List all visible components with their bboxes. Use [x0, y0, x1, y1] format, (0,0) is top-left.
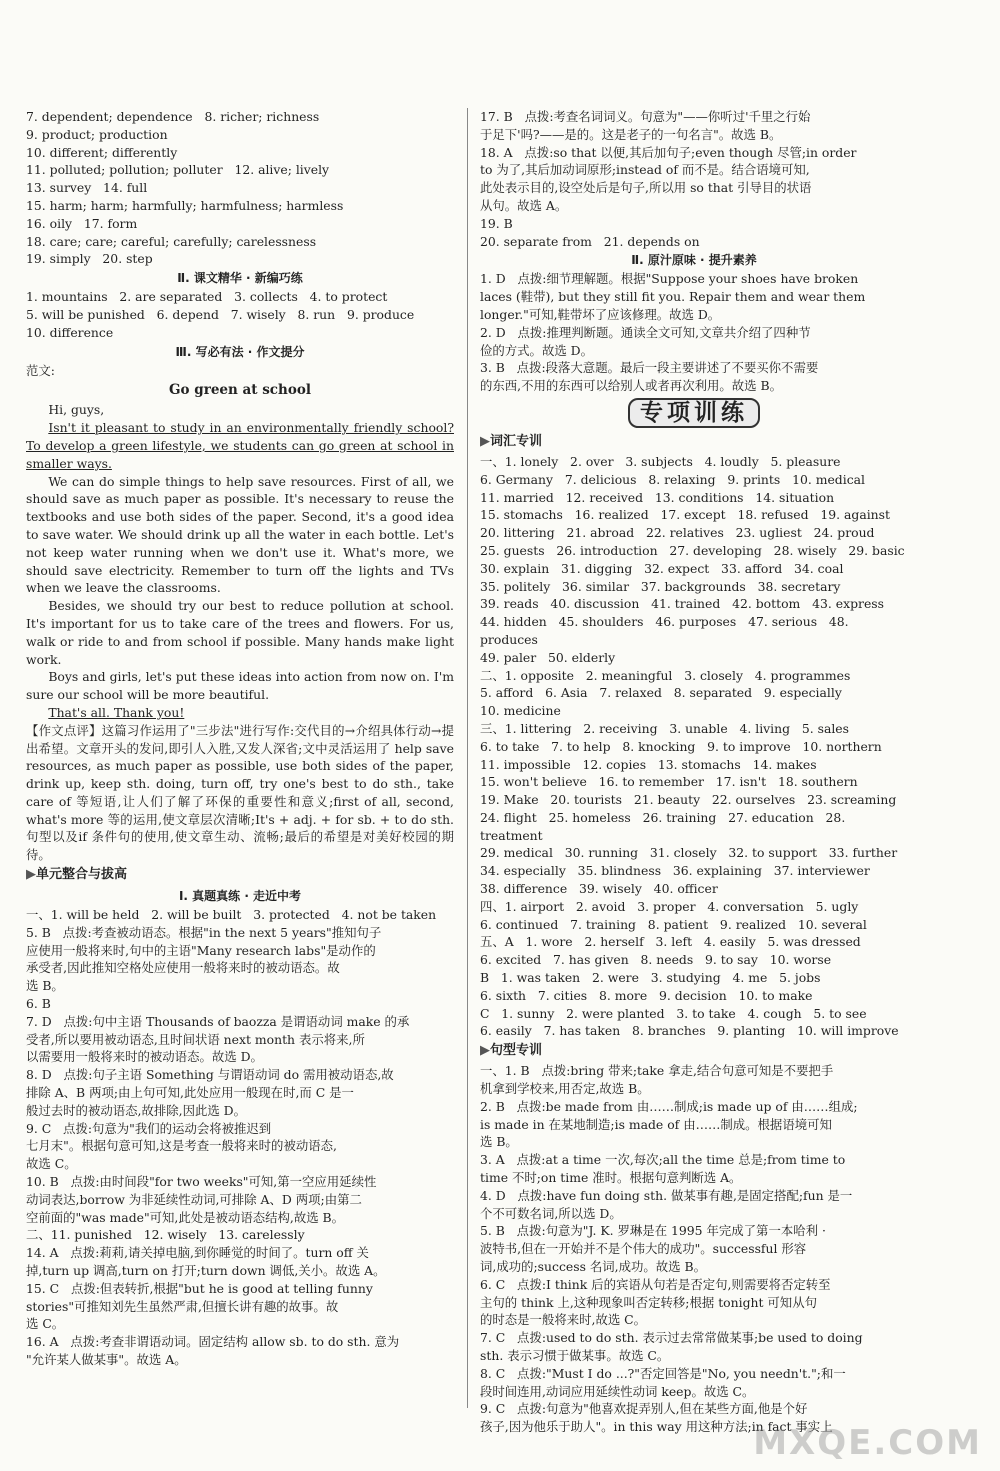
answer-line: 应使用一般将来时,句中的主语"Many research labs"是动作的 — [26, 942, 376, 958]
banner-label: 专项训练 — [628, 398, 760, 428]
triangle-icon: ▶ — [26, 867, 36, 883]
watermark: MXQE.COM — [753, 1423, 982, 1463]
answer-line: B 1. was taken 2. were 3. studying 4. me 5. jobs — [480, 970, 821, 986]
answer-line: 29. medical 30. running 31. closely 32. to support 33. further — [480, 845, 898, 861]
answer-line: 二、11. punished 12. wisely 13. carelessly — [26, 1227, 305, 1243]
essay-comment: 【作文点评】这篇习作运用了"三步法"进行写作:交代目的→介绍具体行动→提出希望。文章开头的发问,即引人入胜,又发人深省;文中灵活运用了 help save resources, as much paper as possible, use both sides of the paper, drink up, keep sth. doing, turn off, try one's best to do sth., take care of 等短语,让人们了解了环保的重要性和意义;first of all, second, what's more 等的运用,使文章层次清晰;It's + adj. + for sb. + to do sth. 句型以及if 条件句的使用,使文章生动、流畅;最后的希望是对美好校园的期待。 — [26, 722, 458, 863]
answer-line: C 1. sunny 2. were planted 3. to take 4. cough 5. to see — [480, 1005, 867, 1021]
answer-line: 七月末"。根据句意可知,这是考查一般将来时的被动语态, — [26, 1138, 337, 1154]
essay-paragraph-2: We can do simple things to help save resources. First of all, we should save as much paper as possible. It's necessary to reuse the textbooks and use both sides of the paper. Second, it's a good idea to save water. We should drink up all the water in each bottle. Let's not keep water running when we don't use it. What's more, we should save electricity. Remember to turn off the lights and TVs when we leave the classrooms. — [26, 473, 454, 596]
answer-line: 8. C 点拨:"Must I do ...?"否定回答是"No, you needn't.";和一 — [480, 1365, 846, 1381]
answer-line: 19. B — [480, 215, 513, 231]
answer-line: 掉,turn up 调高,turn on 打开;turn down 调低,关小。故选 A。 — [26, 1263, 386, 1279]
answer-line: 11. married 12. received 13. conditions 14. situation — [480, 489, 835, 505]
answer-line: 6. Germany 7. delicious 8. relaxing 9. prints 10. medical — [480, 471, 865, 487]
column-divider — [467, 108, 468, 1408]
answer-line: 5. will be punished 6. depend 7. wisely 8. run 9. produce — [26, 306, 415, 322]
answer-line: 6. B — [26, 996, 51, 1012]
answer-line: 18. care; care; careful; carefully; carelessness — [26, 233, 317, 249]
answer-line: 7. D 点拨:句中主语 Thousands of baozza 是谓语动词 make 的承 — [26, 1013, 410, 1029]
answer-line: 9. product; production — [26, 126, 168, 142]
answer-line: 17. B 点拨:考查名词词义。句意为"——你听过'千里之行始 — [480, 109, 811, 124]
answer-line: 16. A 点拨:考查非谓语动词。固定结构 allow sb. to do sth. 意为 — [26, 1334, 400, 1350]
answer-line: 10. B 点拨:由时间段"for two weeks"可知,第一空应用延续性 — [26, 1174, 377, 1190]
answer-line: 9. C 点拨:句意为"他喜欢捉弄别人,但在某些方面,他是个好 — [480, 1401, 808, 1417]
answer-line: 30. explain 31. digging 32. expect 33. afford 34. coal — [480, 560, 844, 576]
essay-closing: That's all. Thank you! — [48, 704, 185, 720]
answer-line: 7. dependent; dependence 8. richer; richness — [26, 109, 320, 124]
answer-line: 选 B。 — [480, 1134, 518, 1150]
answer-line: 二、1. opposite 2. meaningful 3. closely 4. programmes — [480, 667, 851, 683]
triangle-icon: ▶ — [480, 1043, 490, 1059]
answer-line: 一、1. B 点拨:bring 带来;take 拿走,结合句意可知是不要把手 — [480, 1063, 834, 1079]
answer-line: sth. 表示习惯于做某事。故选 C。 — [480, 1348, 670, 1363]
answer-line: 2. D 点拨:推理判断题。通读全文可知,文章共介绍了四种节 — [480, 324, 811, 340]
answer-line: 24. flight 25. homeless 26. training 27. education 28. treatment — [480, 809, 850, 843]
answer-line: 于足下'吗?——是的。这是老子的一句名言"。故选 B。 — [480, 126, 782, 142]
answer-line: 9. C 点拨:句意为"我们的运动会将被推迟到 — [26, 1120, 272, 1136]
section-heading-3: Ⅲ. 写必有法 · 作文提分 — [175, 344, 305, 359]
answer-line: 个不可数名词,所以选 D。 — [480, 1205, 622, 1221]
word-forms-list — [26, 108, 454, 268]
answer-line: 此处表示目的,设空处后是句子,所以用 so that 引导目的状语 — [480, 180, 812, 196]
answer-line: time 不时;on time 准时。根据句意判断选 A。 — [480, 1170, 742, 1186]
answer-line: 38. difference 39. wisely 40. officer — [480, 881, 718, 897]
answer-line: to 为了,其后加动词原形;instead of 而不是。结合语境可知, — [480, 162, 810, 178]
answer-line: 16. oily 17. form — [26, 215, 138, 231]
answer-line: 5. B 点拨:考查被动语态。根据"in the next 5 years"推知句子 — [26, 924, 382, 940]
answer-line: 44. hidden 45. shoulders 46. purposes 47. serious 48. produces — [480, 614, 853, 647]
answer-line: 故选 C。 — [26, 1156, 77, 1172]
answer-line: 6. to take 7. to help 8. knocking 9. to improve 10. northern — [480, 738, 882, 754]
answer-line: 3. B 点拨:段落大意题。最后一段主要讲述了不要买你不需要 — [480, 360, 819, 376]
answer-line: 20. separate from 21. depends on — [480, 233, 700, 249]
answer-line: 35. politely 36. similar 37. backgrounds 38. secretary — [480, 578, 841, 594]
answer-line: 15. C 点拨:但表转折,根据"but he is good at telling funny — [26, 1280, 373, 1296]
answer-line: 15. won't believe 16. to remember 17. isn't 18. southern — [480, 774, 858, 790]
answer-line: 10. different; differently — [26, 144, 178, 160]
answer-line: 1. D 点拨:细节理解题。根据"Suppose your shoes have broken — [480, 271, 859, 287]
answer-line: 的时态是一般将来时,故选 C。 — [480, 1312, 647, 1328]
sentence-section-label: 句型专训 — [490, 1043, 543, 1059]
answer-line: 的东西,不用的东西可以给别人或者再次利用。故选 B。 — [480, 378, 782, 394]
answer-line: 11. polluted; pollution; polluter 12. alive; lively — [26, 162, 330, 178]
exam-answers — [26, 906, 454, 1369]
answer-line: 三、1. littering 2. receiving 3. unable 4. living 5. sales — [480, 720, 850, 736]
essay-paragraph-1: Isn't it pleasant to study in an environmentally friendly school? To develop a green lifestyle, we students can go green at school in smaller ways. — [26, 420, 454, 471]
answer-line: 俭的方式。故选 D。 — [480, 342, 593, 358]
answer-line: 20. littering 21. abroad 22. relatives 23. ugliest 24. proud — [480, 525, 875, 541]
fill-in-answers — [26, 288, 454, 341]
answer-line: 3. A 点拨:at a time 一次,每次;all the time 总是;from time to — [480, 1152, 846, 1168]
answer-line: 6. excited 7. has given 8. needs 9. to say 10. worse — [480, 952, 832, 968]
section-heading-2: Ⅱ. 课文精华 · 新编巧练 — [177, 271, 303, 286]
answer-line: 10. medicine — [480, 703, 561, 719]
answer-line: 选 B。 — [26, 978, 64, 994]
answer-line: 动词表达,borrow 为非延续性动词,可排除 A、D 两项;由第二 — [26, 1191, 362, 1207]
answer-line: 19. Make 20. tourists 21. beauty 22. ourselves 23. screaming — [480, 792, 897, 808]
answer-line: 从句。故选 A。 — [480, 197, 568, 213]
vocab-section-label: 词汇专训 — [490, 433, 543, 449]
answer-line: 25. guests 26. introduction 27. developing 28. wisely 29. basic — [480, 542, 905, 558]
unit-section-label: 单元整合与拔高 — [36, 867, 128, 883]
vocab-section-heading — [480, 431, 908, 453]
answer-line: stories"可推知刘先生虽然严肃,但擅长讲有趣的故事。故 — [26, 1298, 339, 1314]
answer-line: 39. reads 40. discussion 41. trained 42. bottom 43. express — [480, 596, 884, 612]
reading-answers — [480, 270, 908, 395]
section-heading-reading: Ⅱ. 原汁原味 · 提升素养 — [631, 253, 757, 268]
answer-line: 般过去时的被动语态,故排除,因此选 D。 — [26, 1102, 246, 1118]
answer-line: 11. impossible 12. copies 13. stomachs 14. makes — [480, 756, 817, 772]
answer-line: 4. D 点拨:have fun doing sth. 做某事有趣,是固定搭配;fun 是一 — [480, 1187, 853, 1203]
answer-line: 机拿到学校来,用否定,故选 B。 — [480, 1081, 650, 1097]
answer-line: 13. survey 14. full — [26, 180, 148, 196]
sentence-section-heading — [480, 1040, 908, 1062]
section-heading-4: Ⅰ. 真题真练 · 走近中考 — [178, 889, 302, 904]
answer-line: laces (鞋带), but they still fit you. Repair them and wear them — [480, 289, 866, 305]
answer-line: 10. difference — [26, 324, 114, 340]
essay-greeting: Hi, guys, — [48, 402, 105, 418]
right-column — [480, 108, 908, 1436]
answer-line: longer."可知,鞋带坏了应该修理。故选 D。 — [480, 306, 721, 322]
answer-line: 词,成功的;success 名词,成功。故选 B。 — [480, 1259, 706, 1275]
answer-line: 34. especially 35. blindness 36. explaining 37. interviewer — [480, 863, 870, 879]
answer-line: 波特书,但在一开始并不是个伟大的成功"。successful 形容 — [480, 1241, 807, 1257]
answer-line: 主句的 think 上,这种现象叫否定转移;根据 tonight 可知从句 — [480, 1294, 817, 1310]
answer-line: "允许某人做某事"。故选 A。 — [26, 1352, 187, 1367]
answer-line: 7. C 点拨:used to do sth. 表示过去常常做某事;be used to doing — [480, 1330, 863, 1346]
essay-paragraph-4: Boys and girls, let's put these ideas into action from now on. I'm sure our school will be more beautiful. — [26, 669, 454, 703]
answer-line: 6. continued 7. training 8. patient 9. realized 10. several — [480, 916, 867, 932]
essay-title: Go green at school — [169, 382, 311, 399]
answer-line: 5. afford 6. Asia 7. relaxed 8. separated 9. especially — [480, 685, 842, 701]
vocab-answers — [480, 453, 908, 1040]
unit-section-heading — [26, 864, 454, 886]
answer-line: 49. paler 50. elderly — [480, 649, 616, 665]
answer-line: 承受者,因此推知空格处应使用一般将来时的被动语态。故 — [26, 960, 340, 976]
answer-line: 以需要用一般将来时的被动语态。故选 D。 — [26, 1049, 263, 1065]
answer-line: 1. mountains 2. are separated 3. collects 4. to protect — [26, 289, 388, 305]
answer-line: 18. A 点拨:so that 以便,其后加句子;even though 尽管;in order — [480, 144, 857, 160]
answer-line: 15. stomachs 16. realized 17. except 18. refused 19. against — [480, 507, 890, 523]
left-column — [26, 108, 458, 1369]
answer-line: 孩子,因为他乐于助人"。in this way 用这种方法;in fact 事实上 — [480, 1419, 833, 1435]
triangle-icon: ▶ — [480, 433, 490, 449]
answer-line: 五、A 1. wore 2. herself 3. left 4. easily 5. was dressed — [480, 934, 861, 950]
exam-answers-continued — [480, 108, 908, 250]
answer-line: 8. D 点拨:句子主语 Something 与谓语动词 do 需用被动语态,故 — [26, 1067, 394, 1083]
answer-line: 6. easily 7. has taken 8. branches 9. planting 10. will improve — [480, 1023, 899, 1039]
answer-line: 一、1. will be held 2. will be built 3. protected 4. not be taken — [26, 907, 437, 923]
answer-line: 段时间连用,动词应用延续性动词 keep。故选 C。 — [480, 1383, 755, 1399]
answer-line: 19. simply 20. step — [26, 251, 153, 267]
answer-line: is made in 在某地制造;is made of 由……制成。根据语境可知 — [480, 1116, 832, 1132]
special-training-banner — [480, 397, 908, 429]
answer-line: 四、1. airport 2. avoid 3. proper 4. conversation 5. ugly — [480, 898, 859, 914]
answer-line: 空前面的"was made"可知,此处是被动语态结构,故选 B。 — [26, 1209, 345, 1225]
answer-line: 6. sixth 7. cities 8. more 9. decision 10. to make — [480, 987, 813, 1003]
answer-line: 排除 A、B 两项;由上句可知,此处应用一般现在时,而 C 是一 — [26, 1085, 354, 1101]
answer-line: 选 C。 — [26, 1316, 65, 1332]
answer-line: 2. B 点拨:be made from 由……制成;is made up of 由……组成; — [480, 1098, 858, 1114]
answer-line: 15. harm; harm; harmfully; harmfulness; harmless — [26, 197, 344, 213]
sentence-answers — [480, 1062, 908, 1436]
answer-line: 14. A 点拨:莉莉,请关掉电脑,到你睡觉的时间了。turn off 关 — [26, 1245, 369, 1261]
answer-line: 6. C 点拨:I think 后的宾语从句若是否定句,则需要将否定转至 — [480, 1276, 831, 1292]
essay-paragraph-3: Besides, we should try our best to reduce pollution at school. It's important for us to take care of the trees and flowers. For us, walk or ride to and from school if possible. Many hands make light work. — [26, 598, 454, 667]
model-essay-label: 范文: — [26, 362, 55, 378]
answer-line: 受者,所以要用被动语态,且时间状语 next month 表示将来,所 — [26, 1031, 365, 1047]
answer-line: 5. B 点拨:句意为"J. K. 罗琳是在 1995 年完成了第一本哈利 · — [480, 1223, 826, 1239]
answer-line: 一、1. lonely 2. over 3. subjects 4. loudly 5. pleasure — [480, 453, 841, 469]
